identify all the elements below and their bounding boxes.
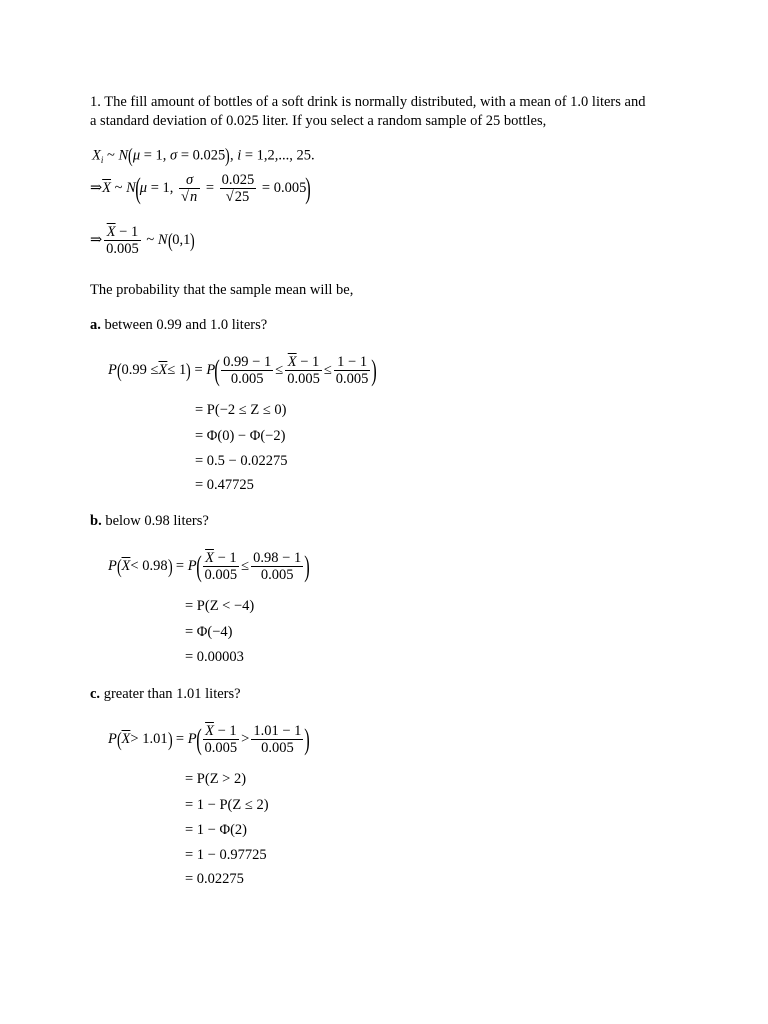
part-b-step-1: = P(Z < −4): [185, 598, 255, 614]
equation-sample-mean-distribution: ⇒ $\overline{X}$ ~ N ( μ = 1, $\frac{\sigma}{√n}$ = $\frac{0.025}{√25}$ = 0.005 ): [90, 171, 312, 205]
part-a-step-1: = P(−2 ≤ Z ≤ 0): [195, 402, 287, 418]
part-c-step-3: = 1 − Φ(2): [185, 822, 247, 838]
index-range: 1,2,..., 25.: [256, 147, 315, 164]
part-b-question: b. below 0.98 liters?: [90, 513, 209, 529]
part-a-step-2: = Φ(0) − Φ(−2): [195, 428, 286, 444]
part-a-step-3: = 0.5 − 0.02275: [195, 453, 288, 469]
lead-sentence: The probability that the sample mean will be,: [90, 282, 354, 298]
part-b-label: b.: [90, 513, 102, 529]
part-c-step-4: = 1 − 0.97725: [185, 847, 267, 863]
part-a-equation: P ( 0.99 ≤ $\overline{X}$ ≤ 1 ) = P ( $\frac{0.99 - 1}{0.005}$ ≤ $\frac{\overline{X} - 1}{0.005}$ ≤ $\frac{1 - 1}{0.005}$ ): [108, 353, 378, 387]
part-a-label: a.: [90, 317, 101, 333]
part-c-label: c.: [90, 686, 101, 702]
part-c-step-1: = P(Z > 2): [185, 771, 247, 787]
equation-distribution: $X_i$ ~ N(μ = 1, σ = 0.025), i = 1,2,..., 25.: [92, 145, 315, 167]
part-a-step-4: = 0.47725: [195, 477, 254, 493]
standard-error: 0.005: [273, 180, 307, 196]
part-b-equation: P ( $\overline{X}$ < 0.98 ) = P ( $\frac{\overline{X} - 1}{0.005}$ ≤ $\frac{0.98 - 1}{0.005}$ ): [108, 549, 310, 583]
part-c-step-2: = 1 − P(Z ≤ 2): [185, 797, 269, 813]
part-b-step-3: = 0.00003: [185, 649, 244, 665]
part-c-step-5: = 0.02275: [185, 871, 244, 887]
equation-standardization: ⇒ $\frac{\overline{X} - 1}{0.005}$ ~ N ( 0,1 ): [90, 224, 196, 257]
part-c-question: c. greater than 1.01 liters?: [90, 686, 241, 702]
part-b-step-2: = Φ(−4): [185, 624, 233, 640]
n-value: 25: [234, 189, 250, 205]
problem-intro-line-2: a standard deviation of 0.025 liter. If you select a random sample of 25 bottles,: [90, 113, 547, 129]
sigma-numerator: 0.025: [221, 172, 255, 188]
part-c-equation: P ( $\overline{X}$ > 1.01 ) = P ( $\frac{\overline{X} - 1}{0.005}$ > $\frac{1.01 - 1}{0.005}$ ): [108, 722, 311, 756]
problem-intro-line-1: 1. The fill amount of bottles of a soft drink is normally distributed, with a mean of 1.0 liters and: [90, 94, 646, 110]
part-a-question: a. between 0.99 and 1.0 liters?: [90, 317, 268, 333]
sigma-value: 0.025: [192, 147, 226, 164]
